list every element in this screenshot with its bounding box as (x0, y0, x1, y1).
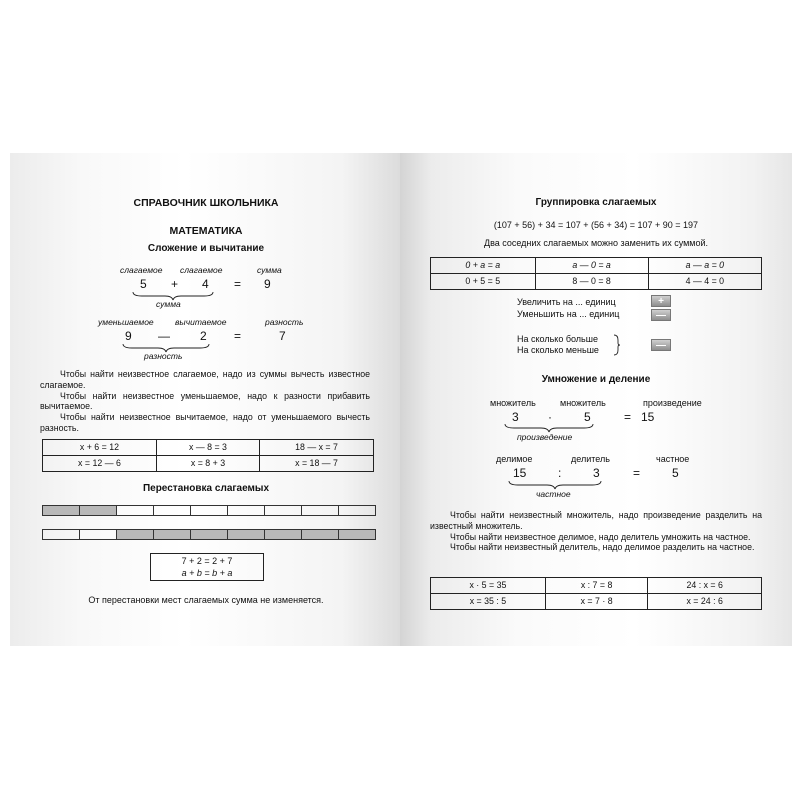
mul-div-rules (430, 510, 762, 553)
bar-segment-filled (191, 530, 228, 539)
zero-rules-table (430, 257, 762, 290)
quotient-brace-label: частное (536, 489, 571, 499)
divisor-label: делитель (571, 454, 610, 464)
subtrahend-value: 2 (200, 329, 207, 343)
addend-label-2: слагаемое (180, 265, 223, 275)
how-much-more-text: На сколько больше (517, 334, 598, 344)
right-page (400, 153, 792, 646)
bar-model-1 (42, 505, 376, 516)
table-cell: a — 0 = a (535, 258, 648, 274)
bar-segment-filled (339, 530, 375, 539)
formula-letters: a + b = b + a (181, 568, 233, 578)
factor-label-2: множитель (560, 398, 606, 408)
table-cell: x : 7 = 8 (545, 578, 648, 594)
bar-segment-empty (117, 506, 154, 515)
bar-segment-filled (302, 530, 339, 539)
table-cell: x = 7 · 8 (545, 594, 648, 610)
table-row (431, 578, 762, 594)
bar-segment-empty (302, 506, 339, 515)
bar-segment-empty (339, 506, 375, 515)
difference-label: разность (265, 317, 304, 327)
section-add-sub: Сложение и вычитание (147, 243, 265, 254)
sum-label: сумма (257, 265, 282, 275)
section-mul-div: Умножение и деление (541, 374, 651, 385)
minuend-label: уменьшаемое (98, 317, 154, 327)
minuend-value: 9 (125, 329, 132, 343)
bar-segment-filled (154, 530, 191, 539)
sum-brace-label: сумма (156, 299, 181, 309)
right-brace-icon (613, 334, 621, 356)
table-cell: 4 — 4 = 0 (648, 274, 761, 290)
divisor-value: 3 (593, 466, 600, 480)
table-cell: x + 6 = 12 (43, 440, 157, 456)
section-permutation: Перестановка слагаемых (142, 483, 270, 494)
factor-b: 5 (584, 410, 591, 424)
plus-icon: + (651, 295, 671, 307)
equals: = (633, 466, 641, 480)
sum-value: 9 (264, 277, 271, 291)
minus-icon: — (651, 309, 671, 321)
equals: = (624, 410, 632, 424)
grouping-expression: (107 + 56) + 34 = 107 + (56 + 34) = 107 + 90 = 197 (493, 220, 699, 230)
product-value: 15 (641, 410, 655, 424)
increase-text: Увеличить на ... единиц (517, 297, 616, 307)
plus-op: + (171, 277, 179, 291)
table-cell: x = 24 : 6 (648, 594, 762, 610)
table-cell: x = 35 : 5 (431, 594, 546, 610)
divide-op: : (558, 466, 562, 480)
product-brace-label: произведение (517, 432, 573, 442)
commutative-box (150, 553, 264, 581)
addend-label-1: слагаемое (120, 265, 163, 275)
factor-a: 3 (512, 410, 519, 424)
table-cell: 0 + 5 = 5 (431, 274, 536, 290)
factor-label-1: множитель (490, 398, 536, 408)
rule-minuend: Чтобы найти неизвестное уменьшаемое, надо к разности прибавить вычитаемое. (40, 390, 370, 412)
bar-segment-empty (154, 506, 191, 515)
equations-table (42, 439, 374, 472)
bar-segment-filled (43, 506, 80, 515)
bar-model-2 (42, 529, 376, 540)
table-cell: x — 8 = 3 (156, 440, 259, 456)
rules-text (40, 369, 370, 434)
rule-factor: Чтобы найти неизвестный множитель, надо произведение разделить на известный множитель. (430, 510, 762, 531)
section-grouping: Группировка слагаемых (535, 197, 657, 208)
subject-title: МАТЕМАТИКА (169, 225, 243, 237)
bar-segment-empty (191, 506, 228, 515)
minus-icon: — (651, 339, 671, 351)
bar-segment-filled (80, 506, 117, 515)
table-cell: 18 — x = 7 (260, 440, 374, 456)
grouping-note: Два соседних слагаемых можно заменить их суммой. (483, 238, 708, 248)
rule-dividend: Чтобы найти неизвестное делимое, надо делитель умножить на частное. (450, 531, 751, 542)
rule-addend: Чтобы найти неизвестное слагаемое, надо из суммы вычесть известное слагаемое. (40, 369, 370, 390)
quotient-value: 5 (672, 466, 679, 480)
bar-segment-empty (265, 506, 302, 515)
bar-segment-filled (265, 530, 302, 539)
product-label: произведение (643, 398, 702, 408)
how-much-less-text: На сколько меньше (517, 345, 599, 355)
rule-subtrahend: Чтобы найти неизвестное вычитаемое, надо от уменьшаемого вычесть разность. (40, 412, 370, 433)
commutative-rule: От перестановки мест слагаемых сумма не изменяется. (88, 595, 324, 605)
difference-brace-label: разность (144, 351, 183, 361)
bar-segment-filled (117, 530, 154, 539)
table-row (43, 440, 374, 456)
addend-a: 5 (140, 277, 147, 291)
table-cell: 8 — 0 = 8 (535, 274, 648, 290)
addend-b: 4 (202, 277, 209, 291)
table-cell: x = 12 — 6 (43, 456, 157, 472)
book-title: СПРАВОЧНИК ШКОЛЬНИКА (133, 197, 279, 209)
table-row (431, 594, 762, 610)
multiply-op: · (548, 410, 552, 424)
bar-segment-empty (228, 506, 265, 515)
table-cell: 0 + a = a (431, 258, 536, 274)
table-cell: x · 5 = 35 (431, 578, 546, 594)
equals: = (234, 329, 242, 343)
table-cell: x = 8 + 3 (156, 456, 259, 472)
bar-segment-filled (228, 530, 265, 539)
subtrahend-label: вычитаемое (175, 317, 227, 327)
table-row (431, 258, 762, 274)
equals: = (234, 277, 242, 291)
dividend-value: 15 (513, 466, 527, 480)
mul-div-table (430, 577, 762, 610)
quotient-label: частное (656, 454, 690, 464)
table-cell: a — a = 0 (648, 258, 761, 274)
bar-segment-empty (43, 530, 80, 539)
table-row (43, 456, 374, 472)
table-cell: 24 : x = 6 (648, 578, 762, 594)
difference-value: 7 (279, 329, 286, 343)
formula-numeric: 7 + 2 = 2 + 7 (181, 556, 233, 566)
table-row (431, 274, 762, 290)
table-cell: x = 18 — 7 (260, 456, 374, 472)
left-page (10, 153, 400, 646)
bar-segment-empty (80, 530, 117, 539)
dividend-label: делимое (496, 454, 533, 464)
rule-divisor: Чтобы найти неизвестный делитель, надо делимое разделить на частное. (450, 542, 755, 553)
minus-op: — (158, 329, 170, 343)
decrease-text: Уменьшить на ... единиц (517, 309, 620, 319)
